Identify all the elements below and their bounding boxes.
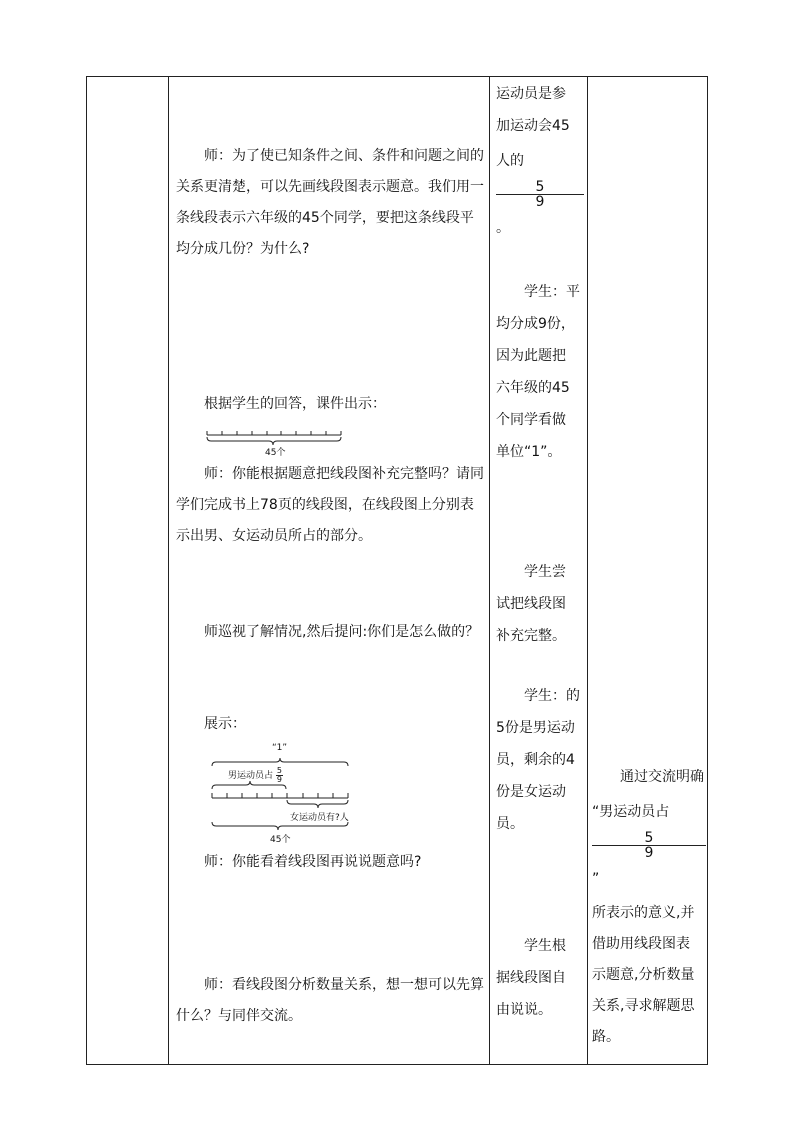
text-line: 六年级的45 — [496, 380, 570, 396]
total-brace — [212, 822, 348, 830]
male-label-text: 男运动员占 — [228, 771, 274, 781]
text-line: 所表示的意义,并 — [592, 905, 695, 921]
column-divider-2 — [489, 76, 490, 1065]
text-line — [592, 793, 706, 898]
text-line: 借助用线段图表 — [592, 936, 690, 952]
text-line: 学生根 — [524, 938, 566, 954]
table-top-border — [86, 76, 708, 77]
text-line: 运动员是参 — [496, 86, 566, 102]
male-fraction — [276, 767, 283, 784]
text-line: 学们完成书上78页的线段图，在线段图上分别表 — [176, 497, 474, 513]
text-line: 由说说。 — [496, 1002, 552, 1018]
diagram2-unit-label: “1” — [272, 743, 288, 753]
fraction-denominator: 9 — [535, 194, 545, 210]
student-block-3 — [496, 556, 584, 652]
table-right-border — [707, 76, 708, 1065]
text-line — [496, 142, 584, 247]
text-line: 均分成几份？为什么? — [176, 241, 310, 257]
text-line: 展示： — [204, 716, 246, 732]
text-line: 学生尝 — [524, 564, 566, 580]
text-line: 5份是男运动 — [496, 720, 575, 736]
student-block-1 — [496, 78, 584, 247]
segment-brace — [207, 437, 341, 445]
five-ninths-fraction — [592, 831, 706, 860]
column-divider-3 — [587, 76, 588, 1065]
diagram2-male-label — [228, 767, 283, 784]
student-block-2 — [496, 276, 584, 468]
text-suffix: ” — [592, 871, 600, 887]
text-line: 什么？与同伴交流。 — [176, 1008, 302, 1024]
diagram2-female-label: 女运动员有?人 — [290, 813, 349, 823]
text-line: 补充完整。 — [496, 628, 566, 644]
text-line: 员，剩余的4 — [496, 752, 575, 768]
text-line: 员。 — [496, 816, 524, 832]
text-prefix: 人的 — [496, 153, 524, 169]
text-line: 试把线段图 — [496, 596, 566, 612]
text-line: 师：看线段图分析数量关系，想一想可以先算 — [204, 977, 484, 993]
text-line: 关系,寻求解题思 — [592, 998, 695, 1014]
text-line: 师：你能看着线段图再说说题意吗? — [204, 854, 422, 870]
text-suffix: 。 — [496, 220, 510, 236]
text-line: 师：为了使已知条件之间、条件和问题之间的 — [204, 148, 484, 164]
segment-diagram-2 — [210, 752, 355, 842]
text-line: 个同学看做 — [496, 412, 566, 428]
fraction-numerator: 5 — [276, 766, 282, 775]
diagram2-total-label: 45个 — [270, 835, 291, 845]
text-line: 通过交流明确 — [620, 769, 704, 785]
student-block-4 — [496, 680, 584, 840]
fraction-numerator: 5 — [592, 831, 706, 846]
text-line: 学生：平 — [524, 284, 580, 300]
text-line: 单位“1”。 — [496, 444, 562, 460]
text-line: 根据学生的回答，课件出示： — [204, 396, 386, 412]
text-line: 关系更清楚，可以先画线段图表示题意。我们用一 — [176, 179, 484, 195]
column-divider-1 — [168, 76, 169, 1065]
unit-brace — [212, 758, 348, 766]
fraction-denominator: 9 — [644, 845, 654, 861]
teacher-paragraph-5 — [204, 709, 246, 740]
text-prefix: “男运动员占 — [592, 804, 670, 820]
text-line: 路。 — [592, 1029, 620, 1045]
text-line: 示题意,分析数量 — [592, 967, 695, 983]
text-line: 均分成9份， — [496, 316, 575, 332]
text-line: 示出男、女运动员所占的部分。 — [176, 528, 372, 544]
female-brace — [287, 800, 348, 808]
teacher-paragraph-1 — [176, 141, 486, 265]
student-block-5 — [496, 930, 584, 1026]
text-line: 师：你能根据题意把线段图补充完整吗？请同 — [204, 466, 484, 482]
text-line: 学生：的 — [524, 688, 580, 704]
text-line: 份是女运动 — [496, 784, 566, 800]
teacher-paragraph-4 — [204, 617, 479, 648]
teacher-paragraph-3 — [176, 459, 486, 552]
table-bottom-border — [86, 1064, 708, 1065]
teacher-paragraph-2 — [204, 389, 386, 420]
design-intent-block — [592, 762, 706, 1053]
fraction-numerator: 5 — [496, 180, 584, 195]
fraction-denominator: 9 — [276, 775, 282, 784]
diagram1-total-label: 45个 — [265, 448, 286, 458]
text-line: 师巡视了解情况,然后提问:你们是怎么做的？ — [204, 624, 480, 640]
five-ninths-fraction — [496, 180, 584, 209]
teacher-paragraph-6 — [204, 847, 421, 878]
text-line: 因为此题把 — [496, 348, 566, 364]
teacher-paragraph-7 — [176, 970, 486, 1032]
text-line: 加运动会45 — [496, 118, 570, 134]
text-line: 条线段表示六年级的45个同学，要把这条线段平 — [176, 210, 474, 226]
table-left-border — [86, 76, 87, 1065]
text-line: 据线段图自 — [496, 970, 566, 986]
